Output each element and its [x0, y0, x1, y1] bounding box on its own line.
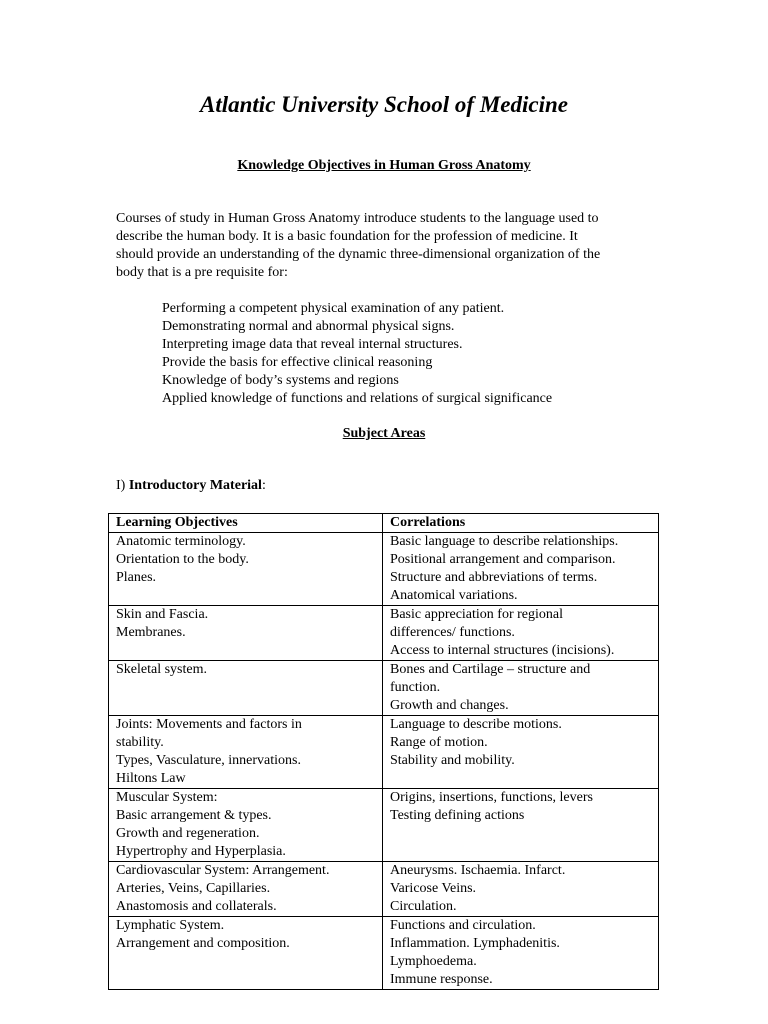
- objective-line: Hiltons Law: [116, 771, 186, 786]
- objective-line: Joints: Movements and factors in: [116, 717, 302, 732]
- objective-line: stability.: [116, 735, 164, 750]
- correlation-line: function.: [390, 680, 441, 695]
- correlation-line: Language to describe motions.: [390, 717, 562, 732]
- correlation-line: Basic appreciation for regional: [390, 607, 563, 622]
- correlation-line: Basic language to describe relationships.: [390, 534, 619, 549]
- objectives-table: [108, 513, 659, 990]
- correlation-line: Positional arrangement and comparison.: [390, 552, 616, 567]
- header-learning-objectives: Learning Objectives: [109, 514, 383, 533]
- correlation-line: Varicose Veins.: [390, 881, 477, 896]
- correlation-cell: [383, 862, 659, 917]
- correlation-line: differences/ functions.: [390, 625, 515, 640]
- objective-cell: [109, 661, 383, 716]
- table-header-row: [109, 514, 659, 533]
- intro-line: describe the human body. It is a basic foundation for the profession of medicine. It: [116, 229, 578, 244]
- correlation-line: Anatomical variations.: [390, 588, 518, 603]
- correlation-line: Testing defining actions: [390, 808, 525, 823]
- objective-line: Growth and regeneration.: [116, 826, 260, 841]
- correlation-cell: [383, 716, 659, 789]
- table-row: [109, 862, 659, 917]
- correlation-line: Growth and changes.: [390, 698, 509, 713]
- document-subtitle: Knowledge Objectives in Human Gross Anatomy: [237, 158, 531, 173]
- table-body: [109, 533, 659, 990]
- correlation-line: Structure and abbreviations of terms.: [390, 570, 598, 585]
- objective-line: Lymphatic System.: [116, 918, 225, 933]
- table-row: [109, 661, 659, 716]
- objective-line: Anatomic terminology.: [116, 534, 246, 549]
- objective-cell: [109, 716, 383, 789]
- prerequisite-item: Provide the basis for effective clinical reasoning: [162, 355, 433, 370]
- objective-line: Cardiovascular System: Arrangement.: [116, 863, 330, 878]
- prerequisite-item: Applied knowledge of functions and relations of surgical significance: [162, 391, 553, 406]
- objective-line: Orientation to the body.: [116, 552, 249, 567]
- section-title: Introductory Material: [128, 478, 262, 493]
- table-row: [109, 716, 659, 789]
- correlation-cell: [383, 789, 659, 862]
- correlation-line: Functions and circulation.: [390, 918, 536, 933]
- correlation-cell: [383, 533, 659, 606]
- prerequisite-list: [162, 300, 662, 408]
- intro-paragraph: [116, 210, 656, 282]
- prerequisite-item: Knowledge of body’s systems and regions: [162, 373, 399, 388]
- objective-line: Arteries, Veins, Capillaries.: [116, 881, 271, 896]
- correlation-line: Access to internal structures (incisions).: [390, 643, 615, 658]
- correlation-line: Stability and mobility.: [390, 753, 515, 768]
- correlation-line: Origins, insertions, functions, levers: [390, 790, 593, 805]
- correlation-cell: [383, 606, 659, 661]
- objective-cell: [109, 862, 383, 917]
- objective-cell: [109, 917, 383, 990]
- correlation-cell: [383, 917, 659, 990]
- objective-line: Muscular System:: [116, 790, 218, 805]
- section-number: I): [116, 478, 126, 493]
- correlation-line: Aneurysms. Ischaemia. Infarct.: [390, 863, 566, 878]
- objective-cell: [109, 533, 383, 606]
- prerequisite-item: Interpreting image data that reveal internal structures.: [162, 337, 463, 352]
- objective-line: Anastomosis and collaterals.: [116, 899, 277, 914]
- correlation-line: Immune response.: [390, 972, 493, 987]
- intro-line: Courses of study in Human Gross Anatomy introduce students to the language used to: [116, 211, 599, 226]
- objective-line: Skeletal system.: [116, 662, 207, 677]
- document-title: Atlantic University School of Medicine: [200, 92, 568, 117]
- intro-line: body that is a pre requisite for:: [116, 265, 288, 280]
- objective-line: Membranes.: [116, 625, 186, 640]
- objective-line: Hypertrophy and Hyperplasia.: [116, 844, 286, 859]
- section-heading: [116, 478, 266, 494]
- correlation-cell: [383, 661, 659, 716]
- objective-line: Arrangement and composition.: [116, 936, 290, 951]
- correlation-line: Inflammation. Lymphadenitis.: [390, 936, 560, 951]
- correlation-line: Bones and Cartilage – structure and: [390, 662, 591, 677]
- intro-line: should provide an understanding of the dynamic three-dimensional organization of the: [116, 247, 601, 262]
- objective-line: Skin and Fascia.: [116, 607, 209, 622]
- table-row: [109, 606, 659, 661]
- objective-line: Planes.: [116, 570, 157, 585]
- table-row: [109, 533, 659, 606]
- header-correlations: Correlations: [383, 514, 659, 533]
- table-row: [109, 917, 659, 990]
- prerequisite-item: Demonstrating normal and abnormal physical signs.: [162, 319, 455, 334]
- prerequisite-item: Performing a competent physical examination of any patient.: [162, 301, 505, 316]
- objective-cell: [109, 606, 383, 661]
- subject-areas-heading: Subject Areas: [342, 426, 426, 441]
- correlation-line: Range of motion.: [390, 735, 488, 750]
- table-row: [109, 789, 659, 862]
- objective-line: Types, Vasculature, innervations.: [116, 753, 301, 768]
- section-suffix: :: [261, 478, 266, 493]
- objective-cell: [109, 789, 383, 862]
- objective-line: Basic arrangement & types.: [116, 808, 272, 823]
- correlation-line: Lymphoedema.: [390, 954, 477, 969]
- correlation-line: Circulation.: [390, 899, 457, 914]
